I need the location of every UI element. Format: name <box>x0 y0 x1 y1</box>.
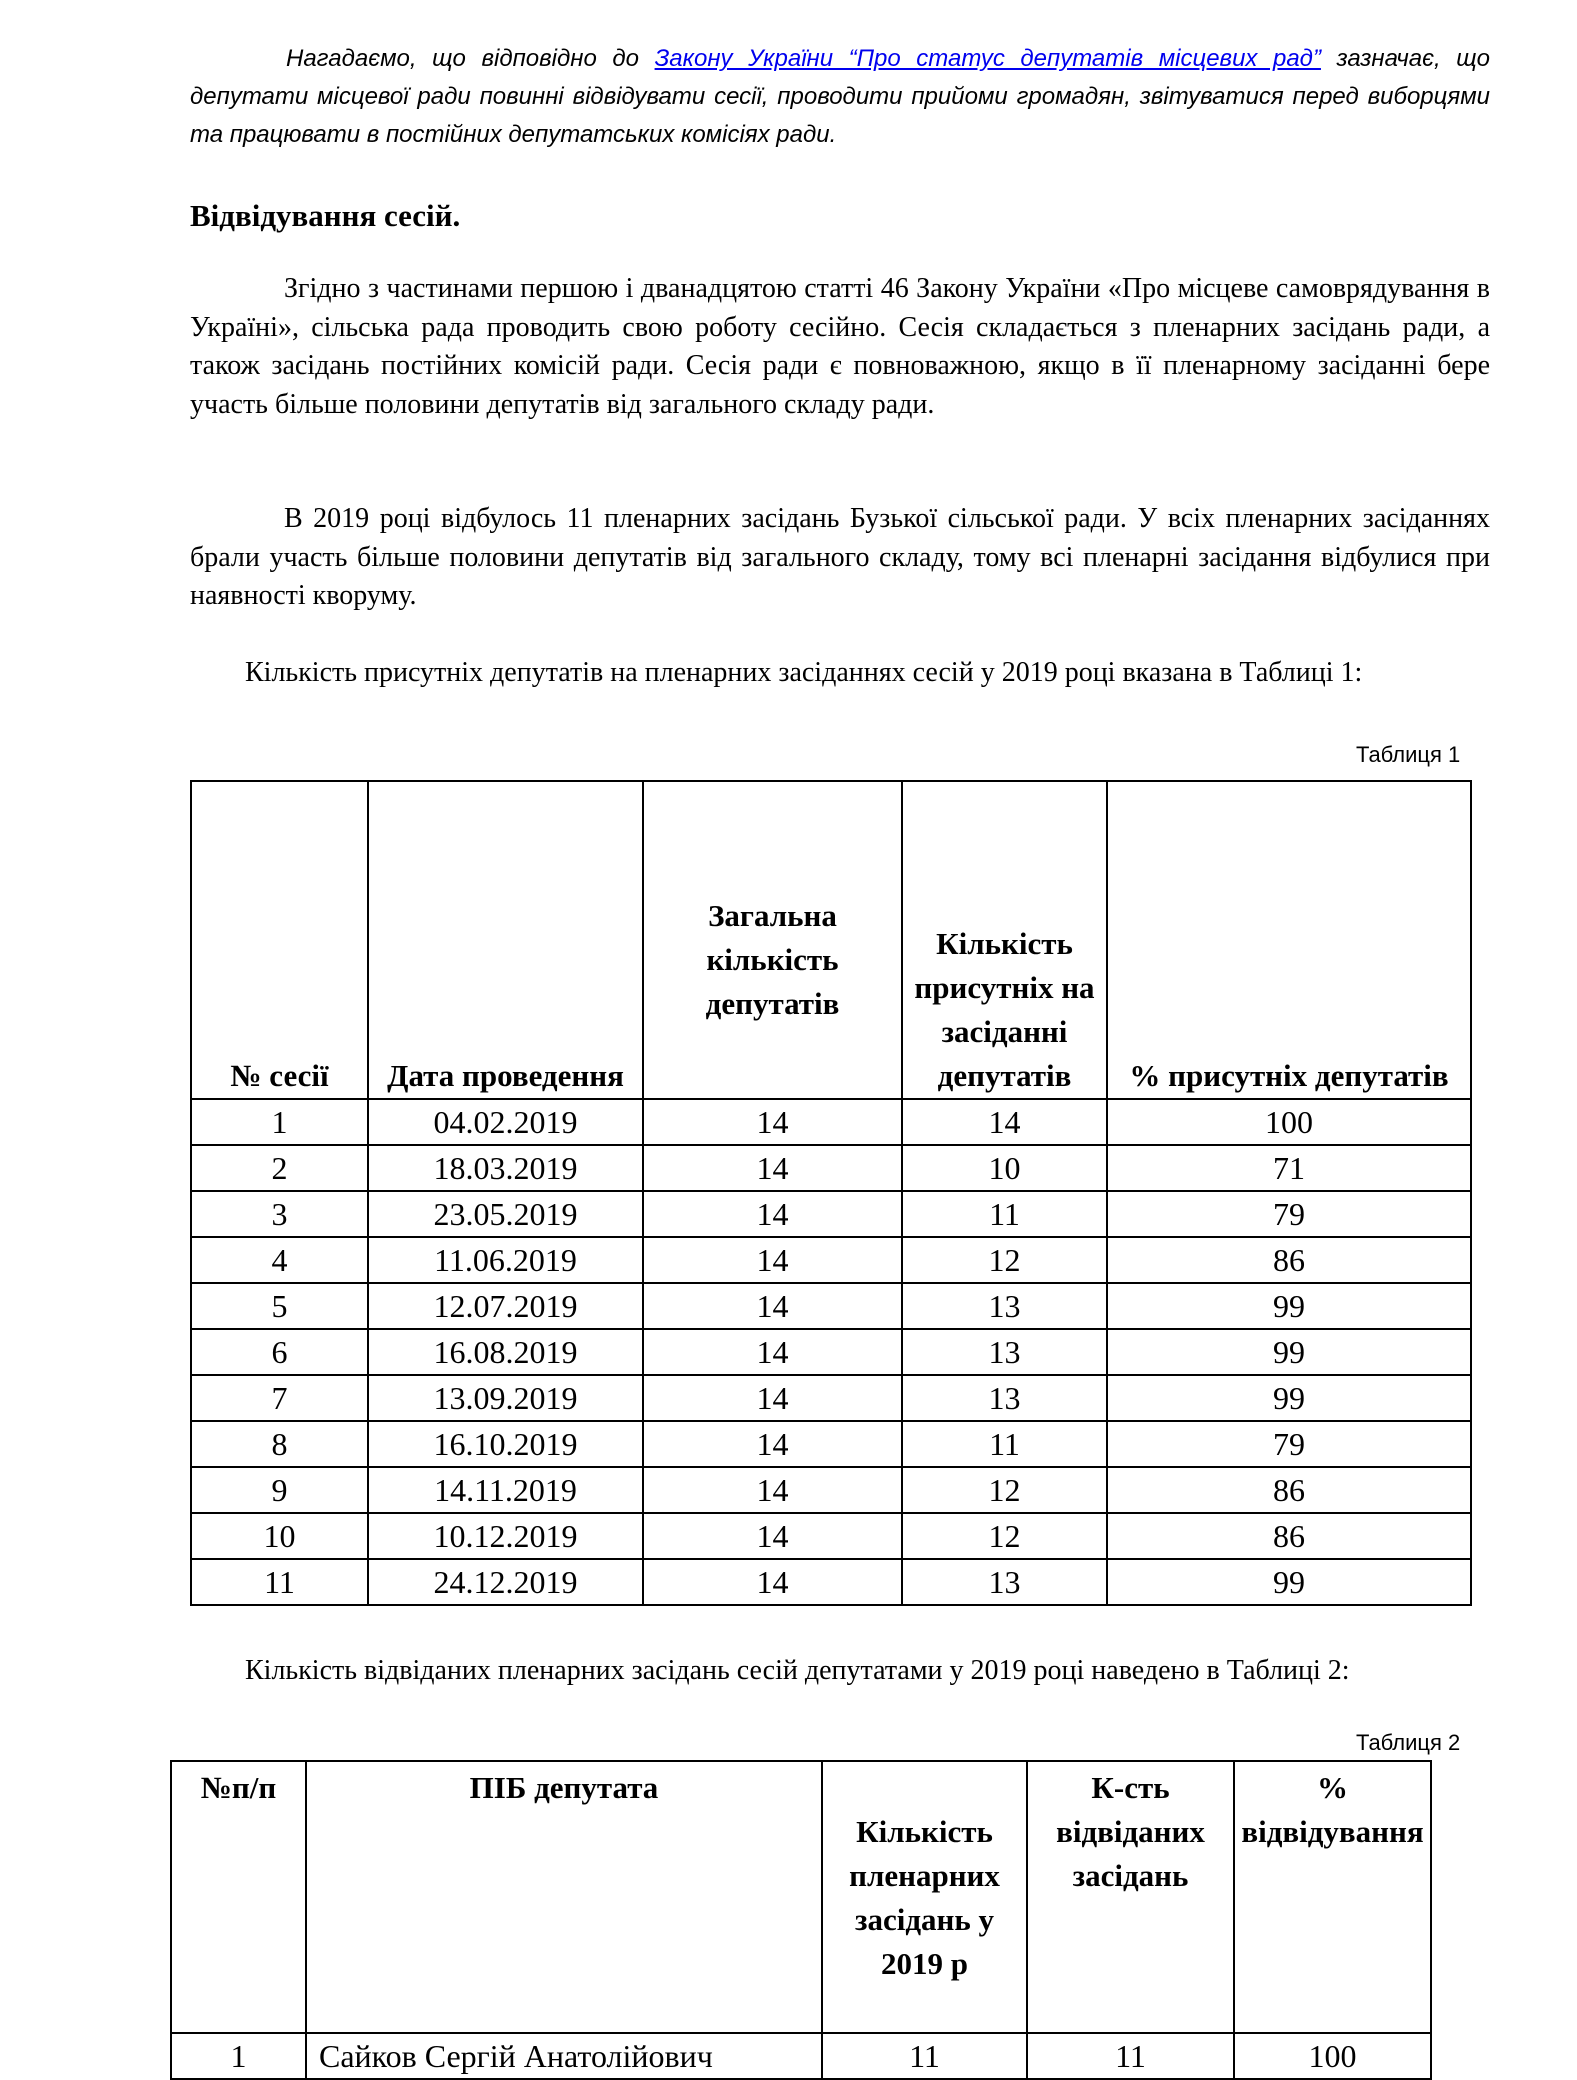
table-cell: 14 <box>643 1467 902 1513</box>
table-cell: 79 <box>1107 1421 1471 1467</box>
table-cell: 14 <box>643 1191 902 1237</box>
table-cell: 99 <box>1107 1283 1471 1329</box>
header-total-deputies: Загальна кількість депутатів <box>643 781 902 1099</box>
table-cell: 13 <box>902 1283 1107 1329</box>
table-cell: 5 <box>191 1283 368 1329</box>
section-heading: Відвідування сесій. <box>190 198 461 233</box>
table-cell: 23.05.2019 <box>368 1191 643 1237</box>
attendance-table <box>190 780 1472 1606</box>
table-cell: 13 <box>902 1329 1107 1375</box>
table-cell: 13 <box>902 1375 1107 1421</box>
table-cell: 99 <box>1107 1375 1471 1421</box>
table-row <box>191 1559 1471 1605</box>
table-cell: 14 <box>643 1099 902 1145</box>
table1-caption: Таблиця 1 <box>1356 742 1461 767</box>
table-cell: 99 <box>1107 1329 1471 1375</box>
header-deputy-name: ПІБ депутата <box>306 1761 822 2033</box>
table-cell: 13.09.2019 <box>368 1375 643 1421</box>
table-cell: 16.08.2019 <box>368 1329 643 1375</box>
table-cell: 9 <box>191 1467 368 1513</box>
table-cell: 11 <box>191 1559 368 1605</box>
table-cell: 18.03.2019 <box>368 1145 643 1191</box>
table-cell: 12 <box>902 1237 1107 1283</box>
table-cell: 86 <box>1107 1237 1471 1283</box>
table-cell: 86 <box>1107 1467 1471 1513</box>
table-header-row <box>191 781 1471 1099</box>
table-cell: 14 <box>643 1559 902 1605</box>
deputy-attendance-table <box>170 1760 1432 2080</box>
table-cell: 6 <box>191 1329 368 1375</box>
header-attendance-percent: % відвідування <box>1234 1761 1431 2033</box>
table-row <box>191 1513 1471 1559</box>
table2-caption: Таблиця 2 <box>1356 1730 1461 1755</box>
table-cell: 14 <box>643 1375 902 1421</box>
table-cell: Сайков Сергій Анатолійович <box>306 2033 822 2079</box>
table-cell: 11 <box>902 1191 1107 1237</box>
table-cell: 71 <box>1107 1145 1471 1191</box>
table-cell: 2 <box>191 1145 368 1191</box>
paragraph-table1-intro: Кількість присутніх депутатів на пленарних засіданнях сесій у 2019 році вказана в Таблиці 1: <box>245 657 1363 688</box>
table-cell: 16.10.2019 <box>368 1421 643 1467</box>
table-cell: 11.06.2019 <box>368 1237 643 1283</box>
table-cell: 14 <box>643 1145 902 1191</box>
table-header-row <box>171 1761 1431 2033</box>
table-cell: 14 <box>643 1329 902 1375</box>
table-cell: 14 <box>643 1283 902 1329</box>
paragraph-sessions-2019: В 2019 році відбулось 11 пленарних засідань Бузької сільської ради. У всіх пленарних засіданнях брали участь більше половини депутатів від загального складу, тому всі пленарні засідання відбулися при наявності кворуму. <box>190 503 1490 611</box>
table-cell: 79 <box>1107 1191 1471 1237</box>
table-cell: 7 <box>191 1375 368 1421</box>
paragraph-law: Згідно з частинами першою і дванадцятою статті 46 Закону України «Про місцеве самоврядування в Україні», сільська рада проводить свою роботу сесійно. Сесія складається з пленарних засідань ради, а також засідань постійних комісій ради. Сесія ради є повноважною, якщо в її пленарному засіданні бере участь більше половини депутатів від загального складу ради. <box>190 273 1490 420</box>
table-cell: 12 <box>902 1467 1107 1513</box>
table-cell: 100 <box>1107 1099 1471 1145</box>
table-cell: 14 <box>643 1237 902 1283</box>
law-link[interactable]: Закону України “Про статус депутатів місцевих рад” <box>654 45 1321 72</box>
table-cell: 86 <box>1107 1513 1471 1559</box>
table-cell: 1 <box>191 1099 368 1145</box>
header-total-sessions: Кількість пленарних засідань у 2019 р <box>822 1761 1027 2033</box>
header-date: Дата проведення <box>368 781 643 1099</box>
table-cell: 10 <box>902 1145 1107 1191</box>
table-cell: 100 <box>1234 2033 1431 2079</box>
table-cell: 12.07.2019 <box>368 1283 643 1329</box>
table-cell: 13 <box>902 1559 1107 1605</box>
table-cell: 10 <box>191 1513 368 1559</box>
header-present-deputies: Кількість присутніх на засіданні депутатів <box>902 781 1107 1099</box>
table-row <box>191 1237 1471 1283</box>
header-attended-sessions: К-сть відвіданих засідань <box>1027 1761 1234 2033</box>
table-row <box>191 1283 1471 1329</box>
table-row <box>191 1375 1471 1421</box>
intro-paragraph <box>190 40 1490 154</box>
table-row <box>171 2033 1431 2079</box>
table-cell: 3 <box>191 1191 368 1237</box>
table-cell: 11 <box>822 2033 1027 2079</box>
intro-lead: Нагадаємо, що відповідно до <box>286 45 655 72</box>
table-cell: 11 <box>902 1421 1107 1467</box>
table-cell: 10.12.2019 <box>368 1513 643 1559</box>
table-row <box>191 1099 1471 1145</box>
header-session-number: № сесії <box>191 781 368 1099</box>
table-row <box>191 1467 1471 1513</box>
table-row <box>191 1421 1471 1467</box>
table-row <box>191 1145 1471 1191</box>
table-row <box>191 1329 1471 1375</box>
table-row <box>191 1191 1471 1237</box>
table-cell: 14 <box>902 1099 1107 1145</box>
table-cell: 1 <box>171 2033 306 2079</box>
intro-rest: зазначає, що депутати місцевої ради повинні відвідувати сесії, проводити прийоми громадян, звітуватися перед виборцями та працювати в постійних депутатських комісіях ради. <box>190 45 1490 148</box>
header-index: №п/п <box>171 1761 306 2033</box>
table-cell: 4 <box>191 1237 368 1283</box>
header-percent-present: % присутніх депутатів <box>1107 781 1471 1099</box>
table-cell: 11 <box>1027 2033 1234 2079</box>
table-cell: 14 <box>643 1513 902 1559</box>
table-cell: 14.11.2019 <box>368 1467 643 1513</box>
paragraph-table2-intro: Кількість відвіданих пленарних засідань сесій депутатами у 2019 році наведено в Таблиці 2: <box>245 1655 1350 1686</box>
table-cell: 99 <box>1107 1559 1471 1605</box>
table-cell: 12 <box>902 1513 1107 1559</box>
table-cell: 8 <box>191 1421 368 1467</box>
table-cell: 24.12.2019 <box>368 1559 643 1605</box>
table-cell: 04.02.2019 <box>368 1099 643 1145</box>
table-cell: 14 <box>643 1421 902 1467</box>
